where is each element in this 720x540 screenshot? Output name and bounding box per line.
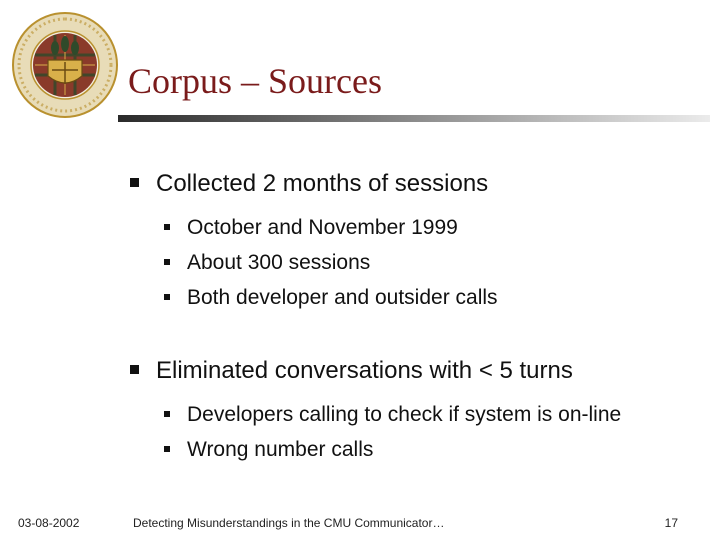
bullet-eliminated [130, 357, 621, 385]
sub-bullet-item [164, 280, 621, 315]
sub-bullet-item [164, 210, 621, 245]
sub-bullet-list [130, 210, 621, 315]
small-square-bullet-icon [164, 294, 170, 300]
sub-bullet-text: October and November 1999 [187, 216, 458, 239]
slide-title: Corpus – Sources [128, 61, 382, 101]
university-seal-logo [10, 10, 120, 120]
footer-date: 03-08-2002 [18, 516, 80, 530]
small-square-bullet-icon [164, 411, 170, 417]
footer-title: Detecting Misunderstandings in the CMU Communicator… [133, 516, 445, 530]
bullet-collected [130, 170, 621, 198]
sub-bullet-item [164, 432, 621, 467]
title-underline-rule [118, 115, 710, 122]
sub-bullet-text: Both developer and outsider calls [187, 286, 498, 309]
sub-bullet-text: Developers calling to check if system is on-line [187, 403, 622, 426]
sub-bullet-text: Wrong number calls [187, 438, 374, 461]
small-square-bullet-icon [164, 446, 170, 452]
bullet-list [130, 170, 621, 467]
sub-bullet-item [164, 245, 621, 280]
small-square-bullet-icon [164, 224, 170, 230]
sub-bullet-list [130, 397, 621, 467]
small-square-bullet-icon [164, 259, 170, 265]
slide-number: 17 [664, 516, 678, 530]
bullet-text: Eliminated conversations with < 5 turns [156, 357, 573, 384]
sub-bullet-text: About 300 sessions [187, 251, 371, 274]
bullet-text: Collected 2 months of sessions [156, 170, 489, 197]
square-bullet-icon [130, 365, 139, 374]
sub-bullet-item [164, 397, 621, 432]
square-bullet-icon [130, 178, 139, 187]
